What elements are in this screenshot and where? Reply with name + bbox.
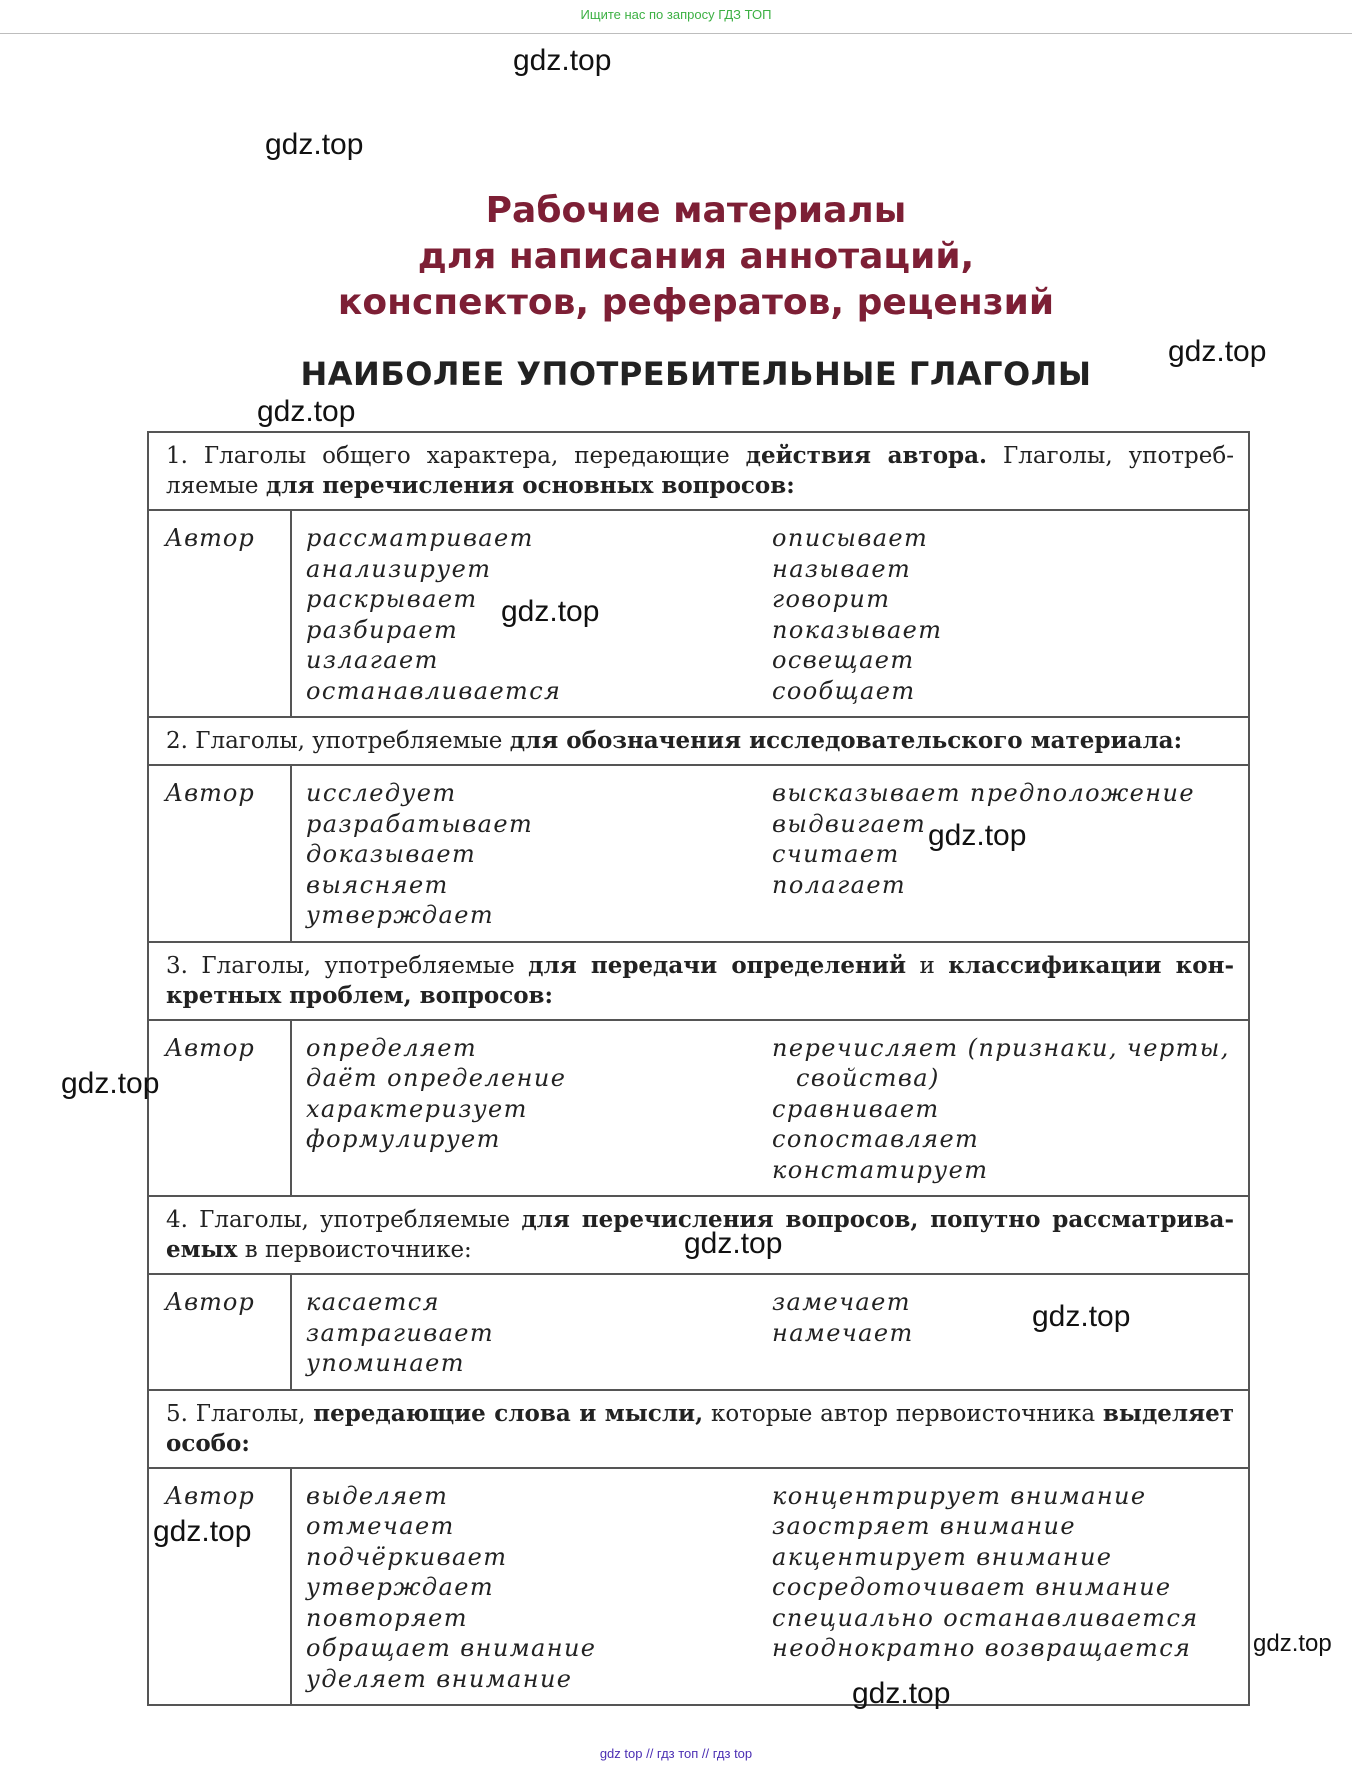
heading-fragment: Глаголы, употребляемые	[166, 443, 1234, 499]
verb-item: касается	[306, 1288, 440, 1316]
verb-item: анализирует	[306, 554, 492, 583]
watermark: gdz.top	[684, 1227, 783, 1260]
heading-fragment: передающие слова и мысли,	[313, 1399, 704, 1427]
verb-item: заостряет внимание	[772, 1512, 1077, 1540]
verb-item: концентрирует внимание	[772, 1481, 1147, 1510]
verb-item: утверждает	[306, 1573, 494, 1601]
watermark: gdz.top	[1253, 1630, 1332, 1657]
verbs-column-right	[772, 511, 1232, 716]
footer-links[interactable]: gdz top // гдз топ // гдз top	[599, 1746, 753, 1761]
row-label: Автор	[149, 1275, 292, 1389]
verb-item: рассматривает	[306, 524, 534, 552]
verb-item: определяет	[306, 1033, 478, 1062]
row-label: Автор	[149, 511, 292, 716]
verb-item: свойства)	[796, 1064, 940, 1092]
section-verbs-5	[149, 1469, 1248, 1705]
row-label: Автор	[149, 766, 292, 941]
watermark: gdz.top	[257, 395, 356, 428]
verb-item: акцентирует внимание	[772, 1542, 1113, 1571]
verb-item: констатирует	[772, 1155, 989, 1184]
watermark: gdz.top	[852, 1677, 951, 1710]
heading-fragment: 4. Глаголы, употребляемые	[166, 1207, 522, 1233]
verb-item: сопоставляет	[772, 1125, 980, 1153]
verb-item: говорит	[772, 585, 891, 613]
section-heading-2	[149, 718, 1248, 766]
verb-item: выдвигает	[772, 809, 927, 838]
heading-fragment: и	[906, 952, 949, 979]
heading-fragment: выделяет особо:	[166, 1399, 1235, 1457]
verb-item: раскрывает	[306, 585, 478, 613]
section-verbs-2	[149, 766, 1248, 943]
title-line-1: Рабочие материалы	[485, 190, 907, 231]
section-heading-5	[149, 1391, 1248, 1469]
row-label: Автор	[149, 1469, 292, 1705]
heading-fragment: для передачи определений	[528, 951, 906, 979]
verbs-column-left	[292, 1021, 772, 1196]
verb-item: утверждает	[306, 901, 494, 929]
heading-fragment: в первоисточнике:	[237, 1237, 472, 1263]
watermark: gdz.top	[513, 44, 612, 77]
section-heading-1	[149, 433, 1248, 511]
watermark: gdz.top	[1032, 1300, 1131, 1333]
verb-item: сосредоточивает внимание	[772, 1573, 1172, 1601]
verb-item: освещает	[772, 646, 915, 674]
row-label: Автор	[149, 1021, 292, 1196]
verb-item: неоднократно возвращается	[772, 1634, 1192, 1662]
watermark: gdz.top	[501, 595, 600, 628]
section-verbs-3	[149, 1021, 1248, 1198]
verb-item: останавливается	[306, 676, 562, 705]
verb-item: высказывает предположение	[772, 779, 1195, 807]
verb-item: разбирает	[306, 615, 459, 644]
heading-fragment: для перечисления основных вопросов:	[265, 472, 795, 499]
heading-fragment: 1. Глаголы общего характера, передающие	[166, 443, 746, 469]
verb-item: излагает	[306, 646, 439, 674]
verb-item: упоминает	[306, 1349, 465, 1377]
verb-item: доказывает	[306, 840, 477, 868]
verb-item: выясняет	[306, 870, 449, 899]
verb-item: разрабатывает	[306, 809, 534, 838]
section-heading-3	[149, 943, 1248, 1021]
verb-item: описывает	[772, 524, 929, 552]
watermark: gdz.top	[928, 819, 1027, 852]
title-line-2: для написания аннотаций,	[417, 236, 975, 277]
heading-fragment: 2. Глаголы, употребляемые	[166, 728, 510, 754]
section-subtitle: НАИБОЛЕЕ УПОТРЕБИТЕЛЬНЫЕ ГЛАГОЛЫ	[300, 355, 1092, 393]
verb-item: показывает	[772, 615, 943, 644]
heading-fragment: для перечисления вопросов, попутно рассматриваемых	[166, 1206, 1234, 1263]
verbs-column-right	[772, 1275, 1232, 1389]
verbs-column-right	[772, 1469, 1232, 1705]
verb-item: называет	[772, 554, 912, 583]
verb-item: выделяет	[306, 1481, 449, 1510]
verbs-column-left	[292, 766, 772, 941]
watermark: gdz.top	[61, 1067, 160, 1100]
verbs-column-right	[772, 1021, 1232, 1196]
heading-fragment: для обозначения исследовательского материала:	[509, 727, 1183, 754]
verbs-column-right	[772, 766, 1232, 941]
verb-item: отмечает	[306, 1512, 455, 1540]
watermark: gdz.top	[1168, 335, 1267, 368]
verb-item: исследует	[306, 779, 457, 807]
heading-fragment: действия автора.	[745, 442, 988, 469]
verb-item: подчёркивает	[306, 1542, 508, 1571]
verb-item: намечает	[772, 1318, 914, 1347]
heading-fragment: 5. Глаголы,	[166, 1400, 314, 1427]
heading-fragment: классификации конкретных проблем, вопросов:	[166, 951, 1234, 1009]
watermark: gdz.top	[153, 1515, 252, 1548]
verb-item: полагает	[772, 870, 907, 899]
verb-item: сообщает	[772, 676, 916, 705]
verb-item: уделяет внимание	[306, 1664, 573, 1693]
verbs-column-left	[292, 1469, 772, 1705]
page-title	[0, 188, 1352, 326]
verb-item: перечисляет (признаки, черты,	[772, 1033, 1230, 1062]
verb-item: считает	[772, 840, 900, 868]
verb-item: сравнивает	[772, 1094, 940, 1123]
verb-item: формулирует	[306, 1125, 501, 1153]
verb-item: даёт определение	[306, 1064, 567, 1092]
verb-item: повторяет	[306, 1603, 468, 1632]
heading-fragment: 3. Глаголы, употребляемые	[166, 952, 529, 979]
verbs-table	[147, 431, 1250, 1706]
title-line-3: конспектов, рефератов, рецензий	[337, 282, 1055, 323]
verb-item: характеризует	[306, 1094, 528, 1123]
verb-item: замечает	[772, 1288, 911, 1316]
section-verbs-1	[149, 511, 1248, 718]
watermark: gdz.top	[265, 128, 364, 161]
verb-item: обращает внимание	[306, 1634, 597, 1662]
verbs-column-left	[292, 1275, 772, 1389]
top-banner: Ищите нас по запросу ГДЗ ТОП	[0, 0, 1352, 34]
verb-item: затрагивает	[306, 1318, 495, 1347]
heading-fragment: которые автор первоисточника	[703, 1400, 1103, 1427]
verb-item: специально останавливается	[772, 1603, 1199, 1632]
